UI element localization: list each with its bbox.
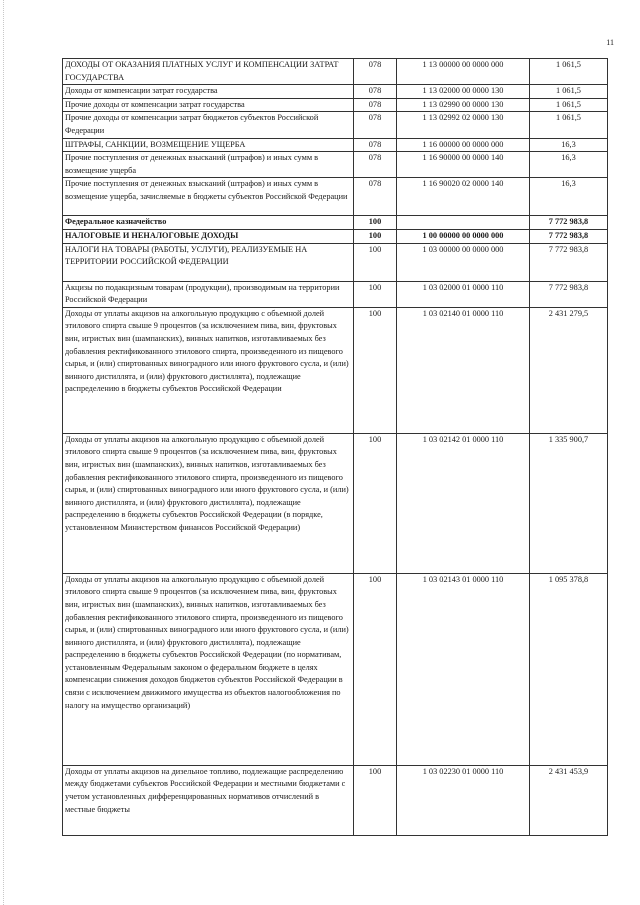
row-admin-code-cell: 100: [354, 216, 397, 230]
table-row: [63, 281, 608, 307]
table-row: [63, 243, 608, 281]
table-row: [63, 573, 608, 765]
row-budget-code-cell: 1 03 02142 01 0000 110: [397, 433, 530, 573]
row-budget-code-cell: 1 03 02000 01 0000 110: [397, 281, 530, 307]
table-row: [63, 229, 608, 243]
row-budget-code-cell: 1 16 00000 00 0000 000: [397, 138, 530, 152]
row-amount-cell: 2 431 279,5: [530, 307, 608, 433]
table-row: [63, 433, 608, 573]
scan-edge-line: [3, 0, 5, 905]
row-budget-code-cell: 1 16 90020 02 0000 140: [397, 178, 530, 216]
table-row: [63, 138, 608, 152]
table-row: [63, 765, 608, 835]
row-amount-cell: 1 061,5: [530, 98, 608, 112]
row-admin-code-cell: 100: [354, 243, 397, 281]
row-name-cell: Прочие поступления от денежных взысканий (штрафов) и иных сумм в возмещение ущерба: [63, 152, 354, 178]
row-admin-code-cell: 078: [354, 138, 397, 152]
row-amount-cell: 1 061,5: [530, 59, 608, 85]
row-budget-code-cell: 1 13 02000 00 0000 130: [397, 85, 530, 99]
row-name-cell: НАЛОГИ НА ТОВАРЫ (РАБОТЫ, УСЛУГИ), РЕАЛИЗУЕМЫЕ НА ТЕРРИТОРИИ РОССИЙСКОЙ ФЕДЕРАЦИИ: [63, 243, 354, 281]
table-row: [63, 178, 608, 216]
row-name-cell: ДОХОДЫ ОТ ОКАЗАНИЯ ПЛАТНЫХ УСЛУГ И КОМПЕНСАЦИИ ЗАТРАТ ГОСУДАРСТВА: [63, 59, 354, 85]
row-admin-code-cell: 078: [354, 59, 397, 85]
row-name-cell: Прочие доходы от компенсации затрат государства: [63, 98, 354, 112]
row-name-cell: Акцизы по подакцизным товарам (продукции), производимым на территории Российской Федерации: [63, 281, 354, 307]
row-name-cell: Доходы от уплаты акцизов на алкогольную продукцию с объемной долей этилового спирта свыше 9 процентов (за исключением пива, вин, фруктовых вин, игристых вин (шампанских), винных напитков, изготавливаемых без добавления ректификованного этилового спирта, произведенного из пищевого сырья, и (или) спиртованных виноградного или иного фруктового сусла, и (или) винного дистиллята, и (или) фруктового дистиллята), подлежащие распределению в бюджеты субъектов Российской Федерации (в порядке, установленном Министерством финансов Российской Федерации): [63, 433, 354, 573]
row-admin-code-cell: 078: [354, 85, 397, 99]
row-budget-code-cell: [397, 216, 530, 230]
row-admin-code-cell: 100: [354, 307, 397, 433]
row-admin-code-cell: 100: [354, 281, 397, 307]
row-admin-code-cell: 100: [354, 573, 397, 765]
row-amount-cell: 16,3: [530, 178, 608, 216]
page-number: 11: [606, 38, 614, 47]
row-name-cell: Доходы от уплаты акцизов на алкогольную продукцию с объемной долей этилового спирта свыше 9 процентов (за исключением пива, вин, фруктовых вин, игристых вин (шампанских), винных напитков, изготавливаемых без добавления ректификованного этилового спирта, произведенного из пищевого сырья, и (или) спиртованных виноградного или иного фруктового сусла, и (или) винного дистиллята, и (или) фруктового дистиллята), подлежащие распределению в бюджеты субъектов Российской Федерации: [63, 307, 354, 433]
row-budget-code-cell: 1 13 02992 02 0000 130: [397, 112, 530, 138]
row-admin-code-cell: 100: [354, 765, 397, 835]
row-amount-cell: 7 772 983,8: [530, 243, 608, 281]
row-name-cell: ШТРАФЫ, САНКЦИИ, ВОЗМЕЩЕНИЕ УЩЕРБА: [63, 138, 354, 152]
row-budget-code-cell: 1 16 90000 00 0000 140: [397, 152, 530, 178]
table-row: [63, 59, 608, 85]
row-budget-code-cell: 1 03 02230 01 0000 110: [397, 765, 530, 835]
row-budget-code-cell: 1 03 02140 01 0000 110: [397, 307, 530, 433]
row-admin-code-cell: 100: [354, 229, 397, 243]
row-name-cell: Доходы от уплаты акцизов на дизельное топливо, подлежащие распределению между бюджетами субъектов Российской Федерации и местными бюджетами с учетом установленных дифференцированных нормативов отчислений в местные бюджеты: [63, 765, 354, 835]
row-amount-cell: 16,3: [530, 138, 608, 152]
row-name-cell: Прочие доходы от компенсации затрат бюджетов субъектов Российской Федерации: [63, 112, 354, 138]
row-amount-cell: 1 061,5: [530, 85, 608, 99]
row-budget-code-cell: 1 00 00000 00 0000 000: [397, 229, 530, 243]
row-name-cell: НАЛОГОВЫЕ И НЕНАЛОГОВЫЕ ДОХОДЫ: [63, 229, 354, 243]
row-budget-code-cell: 1 13 00000 00 0000 000: [397, 59, 530, 85]
row-amount-cell: 7 772 983,8: [530, 229, 608, 243]
row-budget-code-cell: 1 03 00000 00 0000 000: [397, 243, 530, 281]
row-amount-cell: 7 772 983,8: [530, 216, 608, 230]
row-amount-cell: 7 772 983,8: [530, 281, 608, 307]
row-amount-cell: 1 061,5: [530, 112, 608, 138]
revenue-table: [62, 58, 608, 836]
row-budget-code-cell: 1 13 02990 00 0000 130: [397, 98, 530, 112]
row-admin-code-cell: 078: [354, 98, 397, 112]
row-amount-cell: 1 095 378,8: [530, 573, 608, 765]
row-admin-code-cell: 100: [354, 433, 397, 573]
row-name-cell: Федеральное казначейство: [63, 216, 354, 230]
row-name-cell: Доходы от компенсации затрат государства: [63, 85, 354, 99]
row-amount-cell: 1 335 900,7: [530, 433, 608, 573]
row-admin-code-cell: 078: [354, 152, 397, 178]
table-row: [63, 152, 608, 178]
revenue-table-body: [63, 59, 608, 836]
table-row: [63, 98, 608, 112]
table-row: [63, 307, 608, 433]
row-admin-code-cell: 078: [354, 178, 397, 216]
table-row: [63, 85, 608, 99]
row-admin-code-cell: 078: [354, 112, 397, 138]
row-name-cell: Прочие поступления от денежных взысканий (штрафов) и иных сумм в возмещение ущерба, зачисляемые в бюджеты субъектов Российской Федерации: [63, 178, 354, 216]
table-row: [63, 112, 608, 138]
row-amount-cell: 2 431 453,9: [530, 765, 608, 835]
row-name-cell: Доходы от уплаты акцизов на алкогольную продукцию с объемной долей этилового спирта свыше 9 процентов (за исключением пива, вин, фруктовых вин, игристых вин (шампанских), винных напитков, изготавливаемых без добавления ректификованного этилового спирта, произведенного из пищевого сырья, и (или) спиртованных виноградного или иного фруктового сусла, и (или) винного дистиллята, и (или) фруктового дистиллята), подлежащие распределению в бюджеты субъектов Российской Федерации (по нормативам, установленным Федеральным законом о федеральном бюджете в целях компенсации снижения доходов бюджетов субъектов Российской Федерации в связи с исключением движимого имущества из объектов налогообложения по налогу на имущество организаций): [63, 573, 354, 765]
table-row: [63, 216, 608, 230]
row-amount-cell: 16,3: [530, 152, 608, 178]
row-budget-code-cell: 1 03 02143 01 0000 110: [397, 573, 530, 765]
